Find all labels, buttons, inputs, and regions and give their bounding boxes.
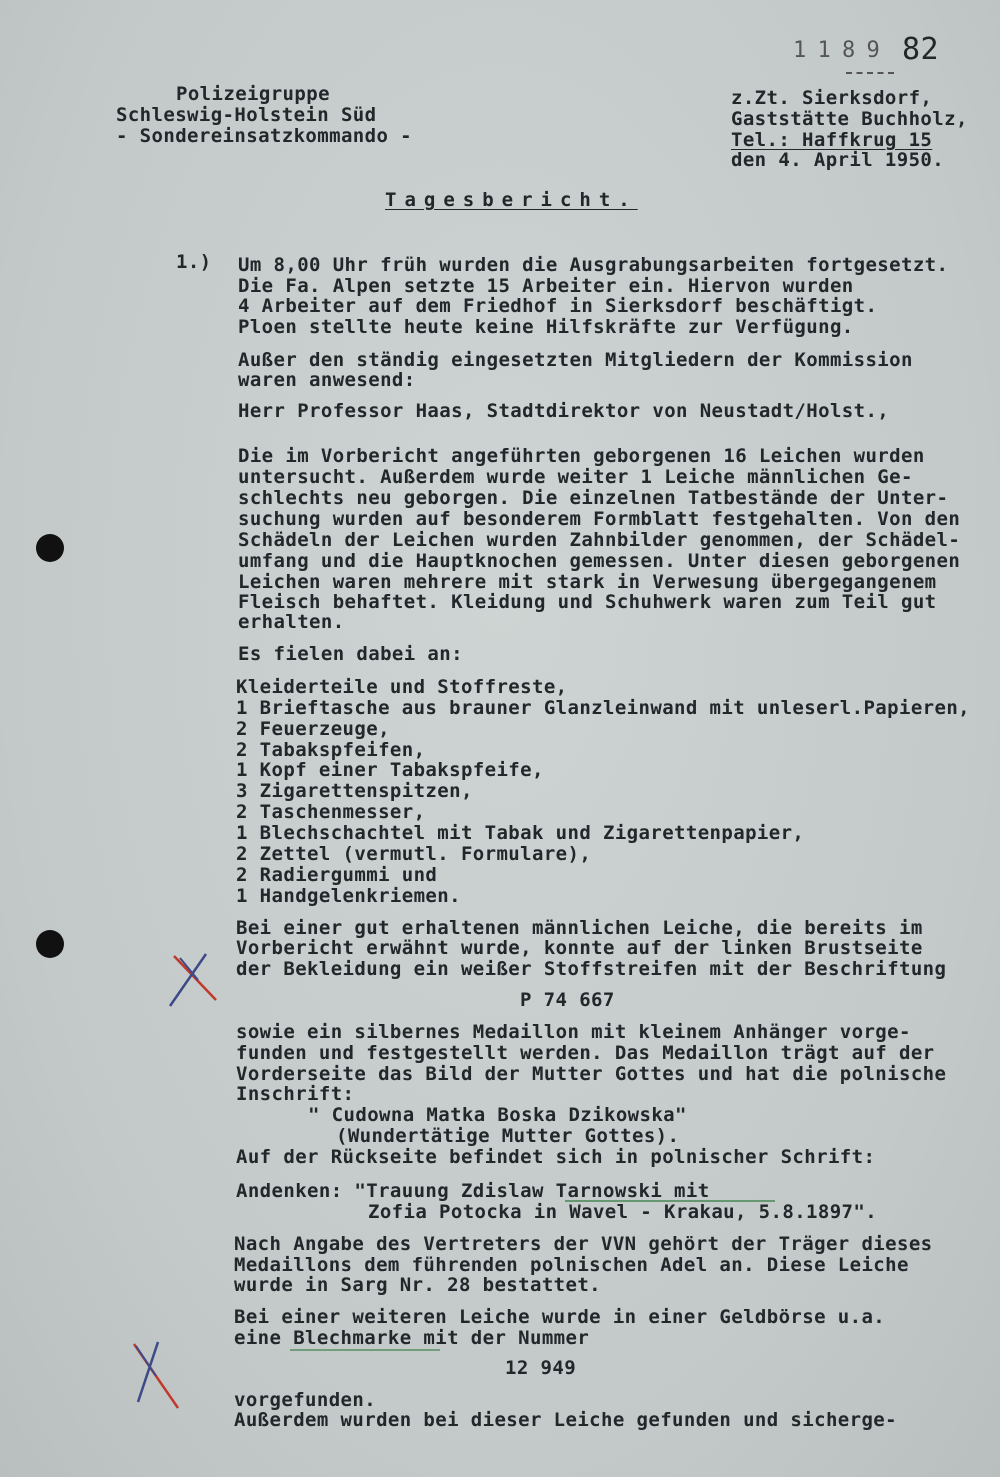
header-right-line: Gaststätte Buchholz, bbox=[731, 108, 968, 130]
text-line: wurde in Sarg Nr. 28 bestattet. bbox=[234, 1274, 602, 1296]
text-line: Um 8,00 Uhr früh wurden die Ausgrabungsarbeiten fortgesetzt. bbox=[238, 254, 949, 276]
list-item: Kleiderteile und Stoffreste, bbox=[236, 676, 568, 698]
text-line: Vorbericht erwähnt wurde, konnte auf der linken Brustseite bbox=[236, 937, 923, 959]
text-line: untersucht. Außerdem wurde weiter 1 Leiche männlichen Ge- bbox=[238, 466, 913, 488]
text-line: Bei einer weiteren Leiche wurde in einer Geldbörse u.a. bbox=[234, 1306, 886, 1328]
list-item: 1 Brieftasche aus brauner Glanzleinwand mit unleserl.Papieren, bbox=[236, 697, 971, 719]
header-right-line: z.Zt. Sierksdorf, bbox=[731, 87, 933, 109]
header-left-line: - Sondereinsatzkommando - bbox=[116, 125, 412, 147]
text-line: vorgefunden. bbox=[234, 1389, 377, 1411]
text-line: suchung wurden auf besonderem Formblatt festgehalten. Von den bbox=[238, 508, 961, 530]
text-line: Bei einer gut erhaltenen männlichen Leiche, die bereits im bbox=[236, 917, 923, 939]
list-item: 2 Feuerzeuge, bbox=[236, 718, 390, 740]
text-line: erhalten. bbox=[238, 611, 345, 633]
text-line: sowie ein silbernes Medaillon mit kleinem Anhänger vorge- bbox=[236, 1021, 911, 1043]
text-line: eine Blechmarke mit der Nummer bbox=[234, 1327, 590, 1349]
text-line: Zofia Potocka in Wavel - Krakau, 5.8.1897". bbox=[368, 1201, 878, 1223]
page-stamp: 1 1 8 9 bbox=[793, 38, 879, 63]
text-line: Nach Angabe des Vertreters der VVN gehört der Träger dieses bbox=[234, 1233, 933, 1255]
list-item: 1 Kopf einer Tabakspfeife, bbox=[236, 759, 544, 781]
text-line: Auf der Rückseite befindet sich in polnischer Schrift: bbox=[236, 1146, 876, 1168]
text-line: Inschrift: bbox=[236, 1083, 355, 1105]
tin-tag-number: 12 949 bbox=[505, 1357, 577, 1379]
punch-hole bbox=[36, 534, 64, 562]
item-number: 1.) bbox=[176, 251, 212, 273]
text-line: " Cudowna Matka Boska Dzikowska" bbox=[308, 1104, 687, 1126]
punch-hole bbox=[36, 930, 64, 958]
text-line: Medaillons dem führenden polnischen Adel an. Diese Leiche bbox=[234, 1254, 909, 1276]
text-line: Außer den ständig eingesetzten Mitgliedern der Kommission bbox=[238, 349, 913, 371]
list-item: 1 Blechschachtel mit Tabak und Zigarettenpapier, bbox=[236, 822, 805, 844]
text-line: (Wundertätige Mutter Gottes). bbox=[336, 1125, 680, 1147]
header-left-line: Schleswig-Holstein Süd bbox=[116, 104, 377, 126]
list-item: 2 Radiergummi und bbox=[236, 864, 438, 886]
text-line: funden und festgestellt werden. Das Medaillon trägt auf der bbox=[236, 1042, 935, 1064]
page-number-underline bbox=[846, 72, 894, 74]
report-title: Tagesbericht. bbox=[385, 189, 638, 211]
text-line: Leichen waren mehrere mit stark in Verwesung übergegangenem bbox=[238, 571, 937, 593]
text-line: waren anwesend: bbox=[238, 369, 416, 391]
cloth-strip-code: P 74 667 bbox=[520, 989, 615, 1011]
attendee-line: Herr Professor Haas, Stadtdirektor von Neustadt/Holst., bbox=[238, 400, 890, 422]
text-line: Ploen stellte heute keine Hilfskräfte zur Verfügung. bbox=[238, 316, 854, 338]
text-line: 4 Arbeiter auf dem Friedhof in Sierksdorf beschäftigt. bbox=[238, 295, 878, 317]
text-line: Schädeln der Leichen wurden Zahnbilder genommen, der Schädel- bbox=[238, 529, 961, 551]
pencil-underline bbox=[290, 1349, 440, 1351]
list-item: 2 Taschenmesser, bbox=[236, 801, 426, 823]
list-item: 2 Tabakspfeifen, bbox=[236, 739, 426, 761]
text-line: schlechts neu geborgen. Die einzelnen Tatbestände der Unter- bbox=[238, 487, 949, 509]
text-line: Vorderseite das Bild der Mutter Gottes und hat die polnische bbox=[236, 1063, 947, 1085]
pencil-x-mark bbox=[160, 948, 230, 1018]
list-item: 1 Handgelenkriemen. bbox=[236, 885, 461, 907]
text-line: Fleisch behaftet. Kleidung und Schuhwerk waren zum Teil gut bbox=[238, 591, 937, 613]
text-line: der Bekleidung ein weißer Stoffstreifen mit der Beschriftung bbox=[236, 958, 947, 980]
page-number: 82 bbox=[902, 32, 939, 67]
header-right-line: den 4. April 1950. bbox=[731, 149, 945, 171]
pencil-underline bbox=[565, 1200, 775, 1202]
text-line: umfang und die Hauptknochen gemessen. Unter diesen geborgenen bbox=[238, 550, 961, 572]
list-item: 2 Zettel (vermutl. Formulare), bbox=[236, 843, 592, 865]
found-intro: Es fielen dabei an: bbox=[238, 643, 463, 665]
text-line: Die im Vorbericht angeführten geborgenen 16 Leichen wurden bbox=[238, 445, 925, 467]
header-left-line: Polizeigruppe bbox=[176, 83, 330, 105]
text-line: Andenken: "Trauung Zdislaw Tarnowski mit bbox=[236, 1180, 710, 1202]
text-line: Die Fa. Alpen setzte 15 Arbeiter ein. Hiervon wurden bbox=[238, 275, 854, 297]
header-right-line: Tel.: Haffkrug 15 bbox=[731, 129, 933, 151]
text-line: Außerdem wurden bei dieser Leiche gefunden und sicherge- bbox=[234, 1409, 897, 1431]
list-item: 3 Zigarettenspitzen, bbox=[236, 780, 473, 802]
pencil-x-mark bbox=[122, 1336, 192, 1416]
